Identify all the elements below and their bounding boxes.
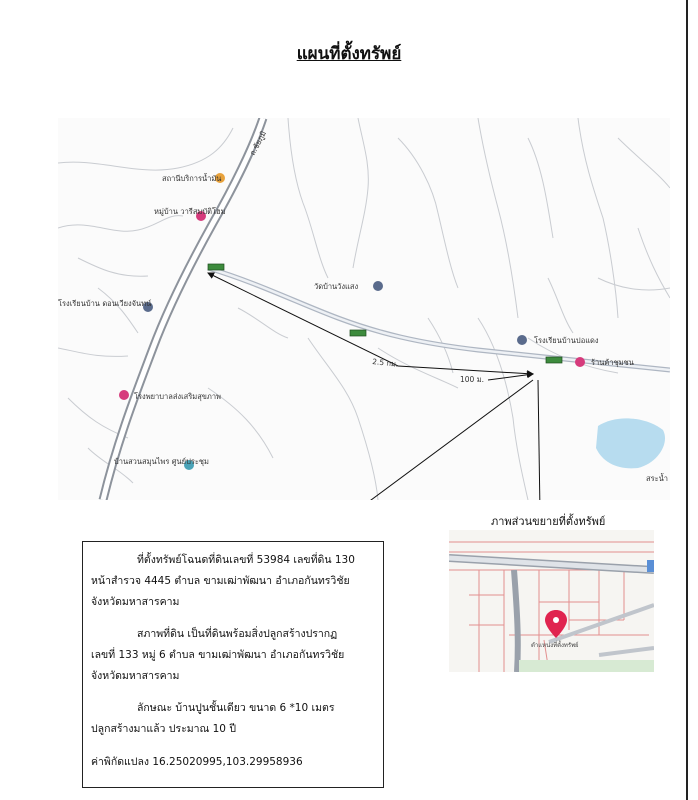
inset-title: ภาพส่วนขยายที่ตั้งทรัพย์ (491, 515, 606, 528)
page-title: แผนที่ตั้งทรัพย์ (296, 44, 402, 64)
info-text: หน้าสำรวจ 4445 ตำบล ขามเฒ่าพัฒนา อำเภอกันทรวิชัย (91, 575, 350, 587)
coordinates-text: ค่าพิกัดแปลง 16.25020995,103.29958936 (91, 756, 303, 768)
poi-label: โรงเรียนบ้านปอแดง (534, 336, 599, 345)
distance-label: 2.5 กม. (371, 357, 399, 369)
info-text: ที่ตั้งทรัพย์โฉนดที่ดินเลขที่ 53984 เลขที่ดิน 130 (137, 554, 355, 566)
info-text: เลขที่ 133 หมู่ 6 ตำบล ขามเฒ่าพัฒนา อำเภอกันทรวิชัย (91, 649, 345, 661)
route-marker (208, 264, 224, 270)
poi[interactable] (162, 173, 225, 183)
info-text: ปลูกสร้างมาแล้ว ประมาณ 10 ปี (91, 723, 236, 735)
lake-label: สระน้ำ (646, 474, 668, 483)
location-map[interactable] (58, 118, 670, 500)
poi[interactable] (119, 390, 221, 401)
route-marker (546, 357, 562, 363)
poi-label: โรงพยาบาลส่งเสริมสุขภาพ (134, 392, 221, 401)
info-text: ลักษณะ บ้านปูนชั้นเดียว ขนาด 6 *10 เมตร (137, 702, 335, 714)
poi-label: ร้านค้าชุมชน (591, 358, 634, 367)
poi-label: หมู่บ้าน วารีสมบัติโฮม (154, 207, 226, 216)
poi-label: โรงเรียนบ้าน ดอนเวียงจันทน์ (58, 299, 152, 308)
road-label: ถ.ชัยภูมิ (247, 129, 269, 157)
info-text: จังหวัดมหาสารคาม (91, 670, 180, 682)
info-text: สภาพที่ดิน เป็นที่ดินพร้อมสิ่งปลูกสร้างปรากฏ (137, 628, 338, 640)
page-border (686, 0, 688, 800)
poi-label: บ้านสวนสมุนไพร ศูนย์ประชุม (114, 457, 209, 466)
poi-label: สถานีบริการน้ำมัน (162, 174, 222, 183)
distance-label: 100 ม. (460, 375, 485, 384)
inset-map[interactable] (449, 530, 654, 672)
poi-label: วัดบ้านวังแสง (314, 282, 359, 291)
inset-pin-label: ตำแหน่งที่ตั้งทรัพย์ (531, 642, 579, 649)
route-marker (350, 330, 366, 336)
info-text: จังหวัดมหาสารคาม (91, 596, 180, 608)
property-info-box (82, 541, 384, 788)
